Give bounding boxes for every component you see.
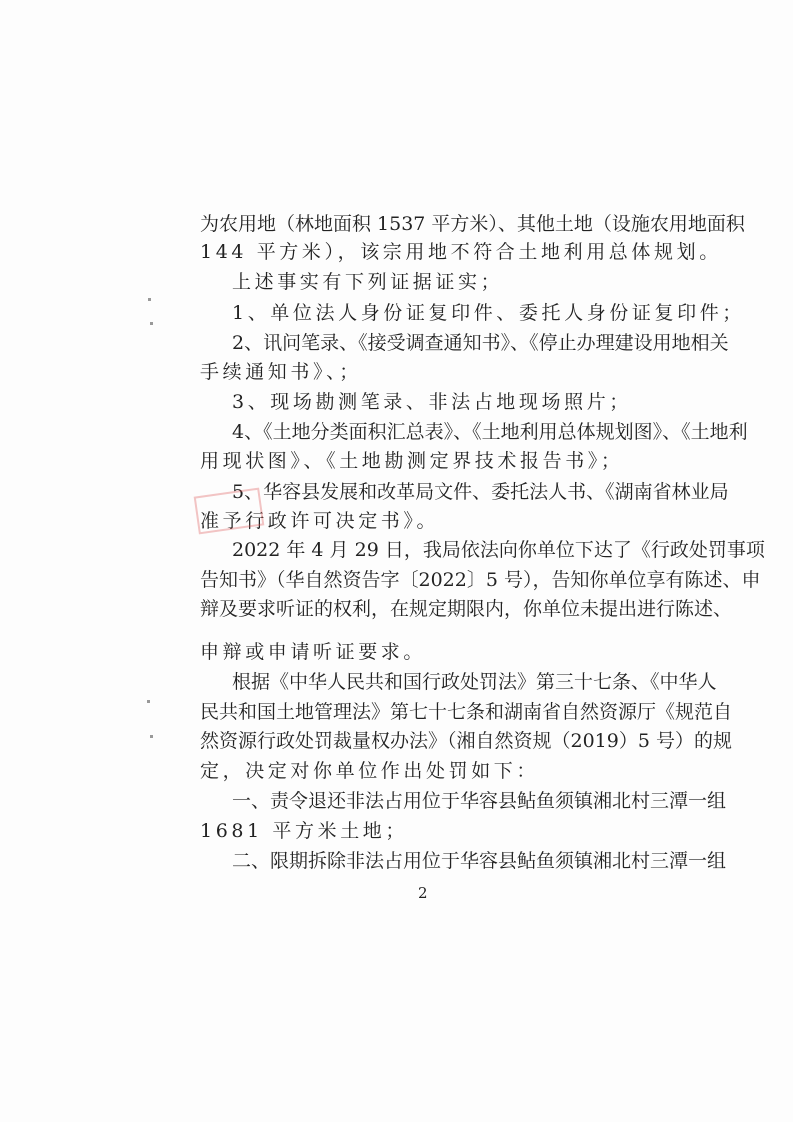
text-line: 4、《土地分类面积汇总表》、《土地利用总体规划图》、《土地利 xyxy=(232,421,748,443)
text-line: 1、单位法人身份证复印件、委托人身份证复印件； xyxy=(232,302,745,324)
text-line: 5、华容县发展和改革局文件、委托法人书、《湖南省林业局 xyxy=(232,481,729,503)
text-line: 准予行政许可决定书》。 xyxy=(200,510,440,532)
scan-speck xyxy=(150,322,153,325)
text-line: 辩及要求听证的权利，在规定期限内，你单位未提出进行陈述、 xyxy=(200,598,733,620)
text-line: 2、讯问笔录、《接受调查通知书》、《停止办理建设用地相关 xyxy=(232,332,729,354)
text-line: 手续通知书》、； xyxy=(200,361,362,383)
text-line: 然资源行政处罚裁量权办法》（湘自然资规（2019）5 号）的规 xyxy=(200,730,732,752)
text-line: 定，决定对你单位作出处罚如下： xyxy=(200,760,540,782)
text-line: 用现状图》、《土地勘测定界技术报告书》； xyxy=(200,450,624,472)
text-line: 2022 年 4 月 29 日，我局依法向你单位下达了《行政处罚事项 xyxy=(232,539,765,561)
text-line: 申辩或申请听证要求。 xyxy=(200,641,427,663)
text-line: 上述事实有下列证据证实； xyxy=(232,271,504,293)
scan-speck xyxy=(148,298,151,301)
scan-speck xyxy=(147,700,150,703)
text-line: 根据《中华人民共和国行政处罚法》第三十七条、《中华人 xyxy=(232,671,717,693)
text-line: 3、现场勘测笔录、非法占地现场照片； xyxy=(232,391,632,413)
text-line: 二、限期拆除非法占用位于华容县鲇鱼须镇湘北村三潭一组 xyxy=(232,850,727,872)
text-line: 为农用地（林地面积 1537 平方米）、其他土地（设施农用地面积 xyxy=(200,213,745,235)
text-line: 1681 平方米土地； xyxy=(200,820,408,842)
text-line: 144 平方米），该宗用地不符合土地利用总体规划。 xyxy=(200,241,722,263)
text-line: 告知书》（华自然资告字〔2022〕5 号），告知你单位享有陈述、申 xyxy=(200,569,761,591)
text-line: 一、责令退还非法占用位于华容县鲇鱼须镇湘北村三潭一组 xyxy=(232,790,727,812)
scan-speck xyxy=(150,735,153,738)
page-number: 2 xyxy=(418,884,428,902)
text-line: 民共和国土地管理法》第七十七条和湖南省自然资源厅《规范自 xyxy=(200,701,733,723)
